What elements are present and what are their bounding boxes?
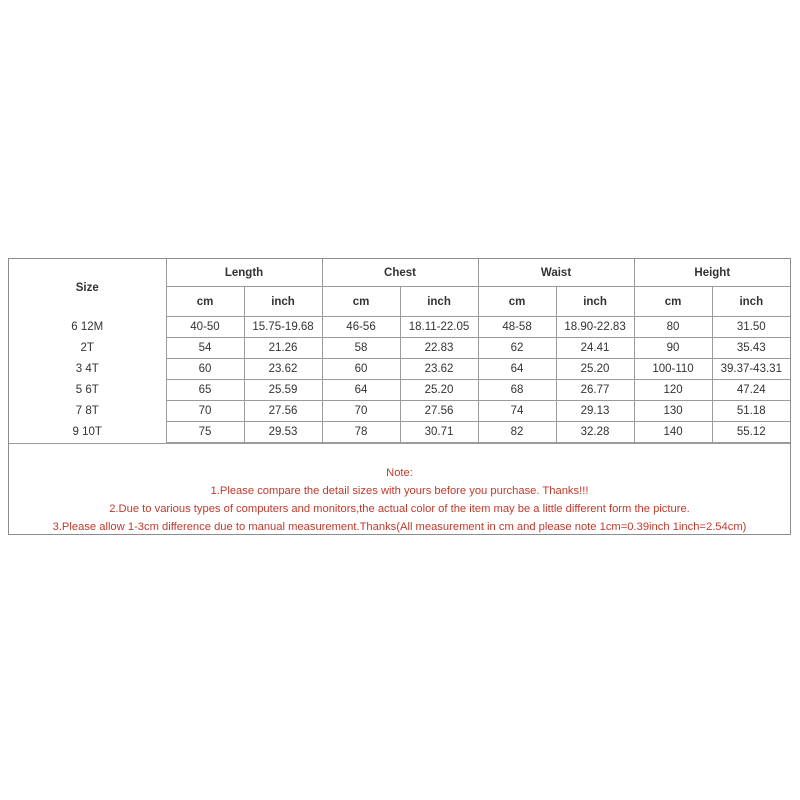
size-cell: 5 6T	[9, 380, 166, 401]
size-column-header: Size	[9, 259, 166, 317]
waist-cm-cell: 48-58	[478, 317, 556, 338]
length-inch-cell: 15.75-19.68	[244, 317, 322, 338]
chest-cm-cell: 60	[322, 359, 400, 380]
height-cm-cell: 100-110	[634, 359, 712, 380]
chest-inch-cell: 30.71	[400, 422, 478, 443]
chest-group-header: Chest	[322, 259, 478, 287]
table-row	[9, 422, 790, 443]
waist-inch-cell: 25.20	[556, 359, 634, 380]
height-inch-cell: 31.50	[712, 317, 790, 338]
waist-cm-cell: 68	[478, 380, 556, 401]
chest-cm-cell: 64	[322, 380, 400, 401]
waist-inch-cell: 18.90-22.83	[556, 317, 634, 338]
chest-inch-cell: 27.56	[400, 401, 478, 422]
size-cell: 3 4T	[9, 359, 166, 380]
length-cm-cell: 70	[166, 401, 244, 422]
waist-inch-cell: 26.77	[556, 380, 634, 401]
height-inch-cell: 47.24	[712, 380, 790, 401]
unit-header: inch	[712, 287, 790, 317]
size-table	[9, 259, 790, 443]
size-cell: 6 12M	[9, 317, 166, 338]
waist-inch-cell: 32.28	[556, 422, 634, 443]
height-inch-cell: 35.43	[712, 338, 790, 359]
waist-inch-cell: 24.41	[556, 338, 634, 359]
waist-cm-cell: 82	[478, 422, 556, 443]
height-cm-cell: 140	[634, 422, 712, 443]
size-chart	[8, 258, 791, 535]
length-cm-cell: 60	[166, 359, 244, 380]
chest-inch-cell: 18.11-22.05	[400, 317, 478, 338]
length-inch-cell: 29.53	[244, 422, 322, 443]
unit-header: inch	[400, 287, 478, 317]
unit-header: cm	[322, 287, 400, 317]
chest-inch-cell: 23.62	[400, 359, 478, 380]
table-row	[9, 338, 790, 359]
chest-cm-cell: 58	[322, 338, 400, 359]
height-inch-cell: 51.18	[712, 401, 790, 422]
notes-section	[9, 443, 790, 534]
waist-cm-cell: 64	[478, 359, 556, 380]
table-row	[9, 317, 790, 338]
unit-header: inch	[556, 287, 634, 317]
unit-header: cm	[634, 287, 712, 317]
height-group-header: Height	[634, 259, 790, 287]
note-line-3: 3.Please allow 1-3cm difference due to manual measurement.Thanks(All measurement in cm and please note 1cm=0.39inch 1inch=2.54cm)	[52, 521, 747, 533]
length-inch-cell: 21.26	[244, 338, 322, 359]
waist-inch-cell: 29.13	[556, 401, 634, 422]
height-cm-cell: 90	[634, 338, 712, 359]
chest-cm-cell: 46-56	[322, 317, 400, 338]
length-inch-cell: 25.59	[244, 380, 322, 401]
height-cm-cell: 80	[634, 317, 712, 338]
height-cm-cell: 130	[634, 401, 712, 422]
height-inch-cell: 39.37-43.31	[712, 359, 790, 380]
chest-cm-cell: 70	[322, 401, 400, 422]
length-cm-cell: 75	[166, 422, 244, 443]
length-inch-cell: 27.56	[244, 401, 322, 422]
chest-inch-cell: 22.83	[400, 338, 478, 359]
unit-header: cm	[478, 287, 556, 317]
length-cm-cell: 40-50	[166, 317, 244, 338]
table-row	[9, 380, 790, 401]
notes-title: Note:	[386, 467, 413, 479]
waist-group-header: Waist	[478, 259, 634, 287]
unit-header: inch	[244, 287, 322, 317]
size-cell: 7 8T	[9, 401, 166, 422]
chest-cm-cell: 78	[322, 422, 400, 443]
length-cm-cell: 54	[166, 338, 244, 359]
length-group-header: Length	[166, 259, 322, 287]
table-row	[9, 359, 790, 380]
waist-cm-cell: 74	[478, 401, 556, 422]
length-cm-cell: 65	[166, 380, 244, 401]
waist-cm-cell: 62	[478, 338, 556, 359]
size-cell: 9 10T	[9, 422, 166, 443]
group-header-row	[9, 259, 790, 287]
chest-inch-cell: 25.20	[400, 380, 478, 401]
unit-header: cm	[166, 287, 244, 317]
note-line-2: 2.Due to various types of computers and monitors,the actual color of the item may be a little different form the picture.	[109, 503, 690, 515]
table-row	[9, 401, 790, 422]
height-inch-cell: 55.12	[712, 422, 790, 443]
length-inch-cell: 23.62	[244, 359, 322, 380]
height-cm-cell: 120	[634, 380, 712, 401]
size-cell: 2T	[9, 338, 166, 359]
note-line-1: 1.Please compare the detail sizes with yours before you purchase. Thanks!!!	[210, 485, 589, 497]
